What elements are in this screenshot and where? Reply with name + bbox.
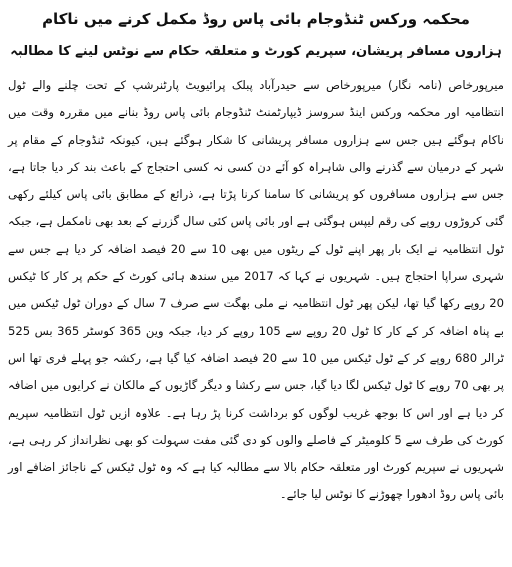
- article-subheadline: ہزاروں مسافر پریشان، سپریم کورٹ و متعلقہ حکام سے نوٹس لینے کا مطالبہ: [10, 44, 502, 59]
- article-headline: محکمہ ورکس ٹنڈوجام بائی پاس روڈ مکمل کرنے میں ناکام: [42, 10, 470, 28]
- article-body: میرپورخاص (نامہ نگار) میرپورخاص سے حیدرآباد پبلک پرائیویٹ پارٹنرشپ کے تحت چلنے والے ٹول انتظامیہ اور محکمہ ورکس اینڈ سروسز ڈیپارٹمنٹ ٹنڈوجام بائی پاس روڈ بنانے میں مقررہ وقت میں ناکام ہوگئے ہیں جس سے ہزاروں مسافر پریشانی کا شکار ہوگئے ہیں، کیونکہ ٹنڈوجام کے مقام پر شہر کے درمیان سے گذرنے والی شاہراہ کو آئے دن کسی نہ کسی احتجاج کے باعث بند کر دیا جاتا ہے، جس سے ہزاروں مسافروں کو پریشانی کا سامنا کرنا پڑتا ہے، ذرائع کے مطابق بائی پاس کیلئے رکھی گئی کروڑوں روپے کی رقم لیپس ہوگئی ہے اور بائی پاس کئی سال گزرنے کے بعد بھی نامکمل ہے، جبکہ ٹول انتظامیہ نے ایک بار پھر اپنے ٹول کے ریٹوں میں بھی 10 سے 20 فیصد اضافہ کر دیا ہے جس سے شہری سراپا احتجاج ہیں۔ شہریوں نے کہا کہ 2017 میں سندھ ہائی کورٹ کے حکم پر کار کا ٹیکس 20 روپے رکھا گیا تھا، لیکن پھر ٹول انتظامیہ نے ملی بھگت سے صرف 7 سال کے دوران ٹول ٹیکس میں بے پناہ اضافہ کر کے کار کا ٹول 20 روپے سے 105 روپے کر دیا، جبکہ وین 365 کوسٹر 365 بس 525 ٹرالر 680 روپے کر کے ٹول ٹیکس میں 10 سے 20 فیصد اضافہ کیا گیا ہے، رکشہ جو پہلے فری تھا اس پر بھی 70 روپے کا ٹول ٹیکس لگا دیا گیا، جس سے رکشا و دیگر گاڑیوں کے مالکان نے کرایوں میں اضافہ کر دیا ہے اور اس کا بوجھ غریب لوگوں کو برداشت کرنا پڑ رہا ہے۔ علاوہ ازیں ٹول انتظامیہ سپریم کورٹ کی طرف سے 5 کلومیٹر کے فاصلے والوں کو دی گئی مفت سہولت کو بھی نظرانداز کر رہی ہے، شہریوں نے سپریم کورٹ اور متعلقہ حکام بالا سے مطالبہ کیا ہے کہ وہ ٹول ٹیکس کے ناجائز اضافے اور بائی پاس روڈ ادھورا چھوڑنے کا نوٹس لیا جائے۔: [8, 78, 505, 502]
